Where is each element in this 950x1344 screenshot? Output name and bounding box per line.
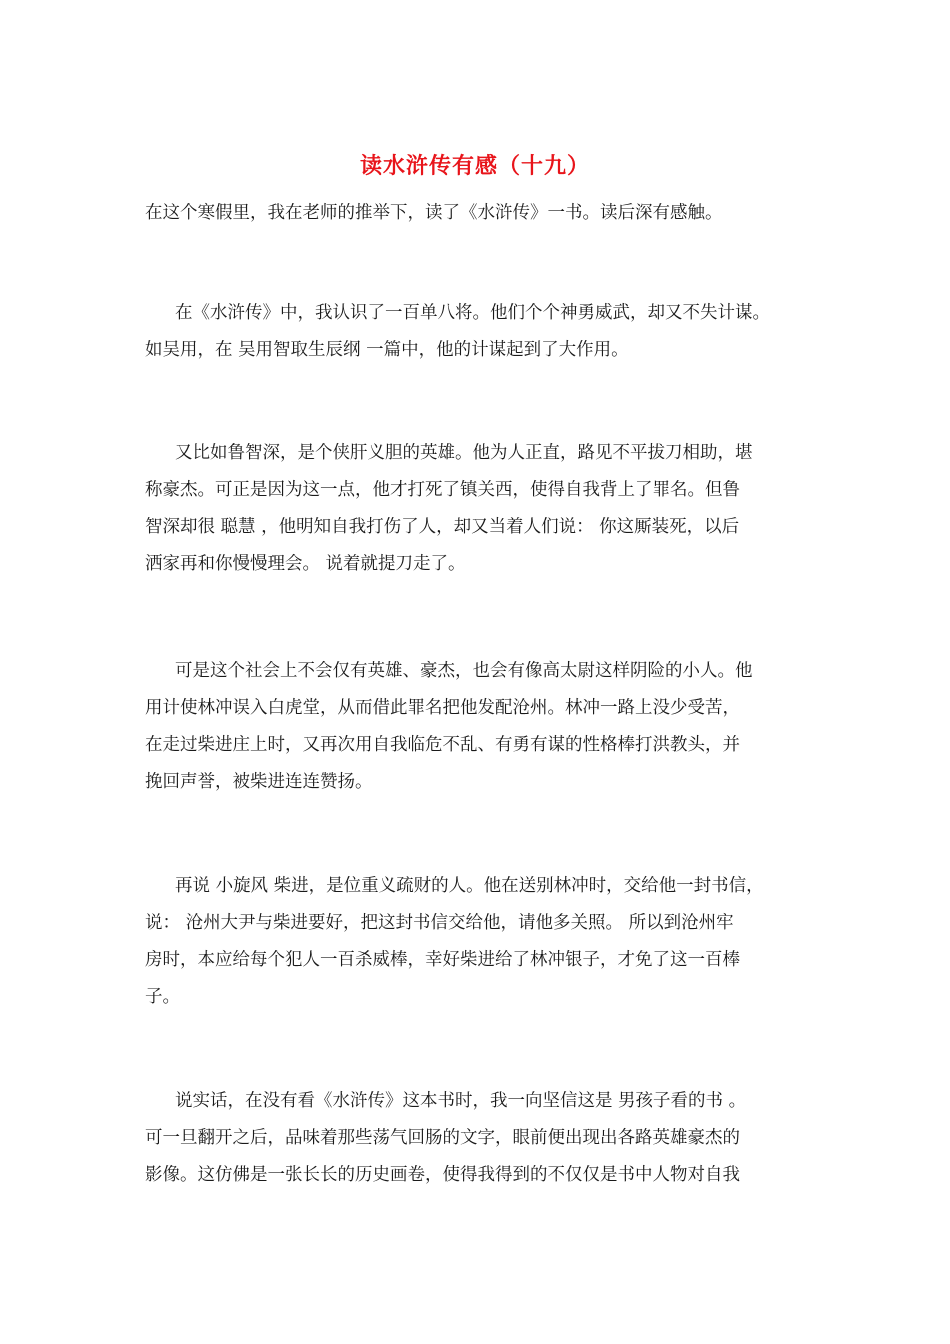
paragraph-chai-jin bbox=[145, 868, 825, 1016]
paragraph-line: 房时，本应给每个犯人一百杀威棒，幸好柴进给了林冲银子，才免了这一百棒 bbox=[145, 950, 740, 970]
paragraph-line: 在走过柴进庄上时，又再次用自我临危不乱、有勇有谋的性格棒打洪教头，并 bbox=[145, 735, 740, 755]
paragraph-line: 如吴用，在 吴用智取生辰纲 一篇中，他的计谋起到了大作用。 bbox=[145, 340, 629, 360]
paragraph-line: 洒家再和你慢慢理会。 说着就提刀走了。 bbox=[145, 554, 466, 574]
paragraph-line: 称豪杰。可正是因为这一点，他才打死了镇关西，使得自我背上了罪名。但鲁 bbox=[145, 480, 740, 500]
paragraph-line: 又比如鲁智深，是个侠肝义胆的英雄。他为人正直，路见不平拔刀相助，堪 bbox=[175, 443, 753, 463]
paragraph-lin-chong bbox=[145, 653, 825, 801]
paragraph-line: 说： 沧州大尹与柴进要好，把这封书信交给他，请他多关照。 所以到沧州牢 bbox=[145, 913, 734, 933]
paragraph-heroes bbox=[145, 295, 825, 369]
paragraph-reflection bbox=[145, 1083, 825, 1194]
paragraph-line: 在这个寒假里，我在老师的推举下，读了《水浒传》一书。读后深有感触。 bbox=[145, 203, 723, 223]
paragraph-line: 可一旦翻开之后，品味着那些荡气回肠的文字，眼前便出现出各路英雄豪杰的 bbox=[145, 1128, 740, 1148]
paragraph-lu-zhishen bbox=[145, 435, 825, 583]
paragraph-line: 说实话，在没有看《水浒传》这本书时，我一向坚信这是 男孩子看的书 。 bbox=[175, 1091, 747, 1111]
paragraph-intro bbox=[145, 195, 825, 232]
paragraph-line: 智深却很 聪慧 ，他明知自我打伤了人，却又当着人们说： 你这厮装死，以后 bbox=[145, 517, 740, 537]
paragraph-line: 可是这个社会上不会仅有英雄、豪杰，也会有像高太尉这样阴险的小人。他 bbox=[175, 661, 753, 681]
paragraph-line: 用计使林冲误入白虎堂，从而借此罪名把他发配沧州。林冲一路上没少受苦， bbox=[145, 698, 740, 718]
paragraph-line: 再说 小旋风 柴进，是位重义疏财的人。他在送别林冲时，交给他一封书信， bbox=[175, 876, 764, 896]
paragraph-line: 在《水浒传》中，我认识了一百单八将。他们个个神勇威武，却又不失计谋。 bbox=[175, 303, 770, 323]
paragraph-line: 挽回声誉，被柴进连连赞扬。 bbox=[145, 772, 373, 792]
document-title: 读水浒传有感（十九） bbox=[359, 153, 590, 179]
paragraph-line: 影像。这仿佛是一张长长的历史画卷，使得我得到的不仅仅是书中人物对自我 bbox=[145, 1165, 740, 1185]
paragraph-line: 子。 bbox=[145, 987, 180, 1007]
